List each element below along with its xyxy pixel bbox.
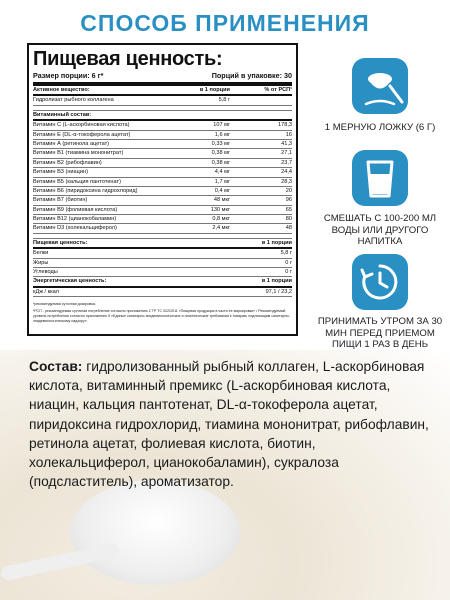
row-amount: 48 мкг xyxy=(213,197,230,204)
row-percent: 23,7 xyxy=(281,159,292,166)
table-row xyxy=(33,215,292,224)
row-amount: 130 мкг xyxy=(210,206,230,213)
row-percent: 0 г xyxy=(285,259,292,266)
table-row xyxy=(33,249,292,258)
row-percent: 5,8 г xyxy=(280,250,292,257)
row-amount: 1,7 мг xyxy=(214,178,230,185)
row-percent xyxy=(230,111,292,119)
row-percent: 27,1 xyxy=(281,150,292,157)
row-label: Активное вещество: xyxy=(33,87,90,93)
table-row xyxy=(33,187,292,196)
table-row xyxy=(33,159,292,168)
table-row xyxy=(33,121,292,130)
row-percent: 24,4 xyxy=(281,169,292,176)
row-amount: 2,4 мкг xyxy=(212,225,230,232)
servings-per-pack: Порций в упаковке: 30 xyxy=(211,71,292,80)
nutrition-panel xyxy=(27,43,298,336)
row-amount xyxy=(170,111,230,119)
step-text: ПРИНИМАТЬ УТРОМ ЗА 30 МИН ПЕРЕД ПРИЕМОМ ПИЩИ 1 РАЗ В ДЕНЬ xyxy=(317,316,443,350)
timer-icon xyxy=(352,254,408,310)
row-percent: 97,1 / 23,2 xyxy=(265,288,292,295)
page-title: СПОСОБ ПРИМЕНЕНИЯ xyxy=(80,10,370,36)
step-text: 1 МЕРНУЮ ЛОЖКУ (6 Г) xyxy=(324,122,436,133)
row-label: Углеводы xyxy=(33,269,58,276)
glass-icon xyxy=(352,150,408,206)
row-percent: 20 xyxy=(285,187,292,194)
row-amount: 107 мг xyxy=(213,122,230,129)
row-label: Витамин В2 (рибофлавин) xyxy=(33,159,102,166)
row-amount xyxy=(170,259,230,267)
active-section xyxy=(33,86,292,106)
row-label: Пищевая ценность: xyxy=(33,239,88,246)
row-amount: 5,8 г xyxy=(218,97,230,104)
row-label: Жиры xyxy=(33,259,49,266)
table-row xyxy=(33,288,292,297)
panel-title: Пищевая ценность: xyxy=(33,48,223,70)
row-amount: 4,4 мг xyxy=(214,169,230,176)
row-percent: 0 г xyxy=(285,269,292,276)
row-amount: 0,38 мг xyxy=(211,150,230,157)
table-header-row xyxy=(33,86,292,96)
row-amount: 0,8 мкг xyxy=(212,216,230,223)
row-amount xyxy=(170,277,230,285)
row-amount: 1,6 мг xyxy=(214,131,230,138)
row-label: Витамин В3 (ниацин) xyxy=(33,169,88,176)
row-percent: 65 xyxy=(285,206,292,213)
row-amount: 0,4 мг xyxy=(214,187,230,194)
table-row xyxy=(33,131,292,140)
row-label: Гидролизат рыбного коллагена xyxy=(33,97,114,104)
row-amount xyxy=(170,249,230,257)
energy-section xyxy=(33,277,292,297)
row-percent: % от РСП¹ xyxy=(264,87,292,93)
table-row xyxy=(33,224,292,233)
row-label: Витамин Е (DL-α-токоферола ацетат) xyxy=(33,131,131,138)
table-row xyxy=(33,196,292,205)
table-row xyxy=(33,168,292,177)
row-label: Витамин В5 (кальция пантотенат) xyxy=(33,178,121,185)
table-row xyxy=(33,206,292,215)
row-percent: 28,3 xyxy=(281,178,292,185)
table-header-row xyxy=(33,277,292,287)
footnote: ¹РСП - рекомендуемая суточная потребление согласно приложению 2 ТР ТС 022/2011 «Пищевая продукция в части ее маркировки» / Рекомендуемый уровень потребления согласно приложению 5 «Единые санитарно-эпидемиологические и гигиенические требования к товарам, подлежащим санитарно-эпидемиологическому надзору». xyxy=(33,309,290,324)
row-percent xyxy=(230,96,292,104)
row-label: кДж / ккал xyxy=(33,288,60,295)
row-label: Витамин А (ретинола ацетат) xyxy=(33,140,110,147)
scoop-image xyxy=(70,480,240,585)
vitamin-section xyxy=(33,111,292,234)
nutrition-section xyxy=(33,239,292,278)
table-header-row xyxy=(33,111,292,121)
step-text: СМЕШАТЬ С 100-200 МЛ ВОДЫ ИЛИ ДРУГОГО НАПИТКА xyxy=(323,213,437,247)
row-percent: 178,3 xyxy=(278,122,292,129)
row-label: Витамин В12 (цианокобаламин) xyxy=(33,216,117,223)
serving-size: Размер порции: 6 г* xyxy=(33,71,104,80)
row-amount: в 1 порции xyxy=(199,87,230,93)
scoop-icon xyxy=(352,58,408,114)
row-percent: 16 xyxy=(285,131,292,138)
table-row xyxy=(33,140,292,149)
composition-body: гидролизованный рыбный коллаген, L-аскорбиновая кислота, витаминный премикс (L-аскорбиновая кислота, ниацин, кальция пантотенат, DL-α-токоферола ацетат, пиридоксина гидрохлорид, тиамина мононитрат, рибофлавин, ретинола ацетат, фолиевая кислота, биотин, холекальциферол, цианокобаламин), сукралоза (подсластитель), ароматизатор. xyxy=(29,359,429,490)
table-row xyxy=(33,149,292,158)
row-amount xyxy=(170,288,230,296)
row-label: Витамин В1 (тиамина мононитрат) xyxy=(33,150,124,157)
composition-label: Состав: xyxy=(29,359,83,374)
row-label: Белки xyxy=(33,250,49,257)
table-row xyxy=(33,96,292,105)
row-percent: 41,3 xyxy=(281,140,292,147)
row-amount: 0,33 мг xyxy=(211,140,230,147)
row-label: Витамин В7 (биотин) xyxy=(33,197,88,204)
footnotes xyxy=(33,302,292,324)
serving-info xyxy=(33,71,292,86)
composition-text xyxy=(29,357,429,491)
row-label: Витамин В9 (фолиевая кислота) xyxy=(33,206,118,213)
row-percent: 96 xyxy=(285,197,292,204)
row-percent: в 1 порции xyxy=(261,239,292,246)
row-label: Витаминный состав: xyxy=(33,111,92,118)
table-header-row xyxy=(33,239,292,249)
table-row xyxy=(33,178,292,187)
row-amount xyxy=(170,268,230,276)
row-percent: в 1 порции xyxy=(261,278,292,285)
row-amount xyxy=(170,239,230,247)
row-percent: 48 xyxy=(285,225,292,232)
row-label: Витамин D3 (холекальциферол) xyxy=(33,225,117,232)
row-label: Витамин С (L-аскорбиновая кислота) xyxy=(33,122,130,129)
row-label: Энергетическая ценность: xyxy=(33,278,107,285)
row-label: Витамин В6 (пиридоксина гидрохлорид) xyxy=(33,187,138,194)
table-row xyxy=(33,259,292,268)
table-row xyxy=(33,268,292,277)
row-percent: 80 xyxy=(285,216,292,223)
footnote: *рекомендуемая суточная дозировка. xyxy=(33,302,96,307)
row-amount: 0,38 мг xyxy=(211,159,230,166)
